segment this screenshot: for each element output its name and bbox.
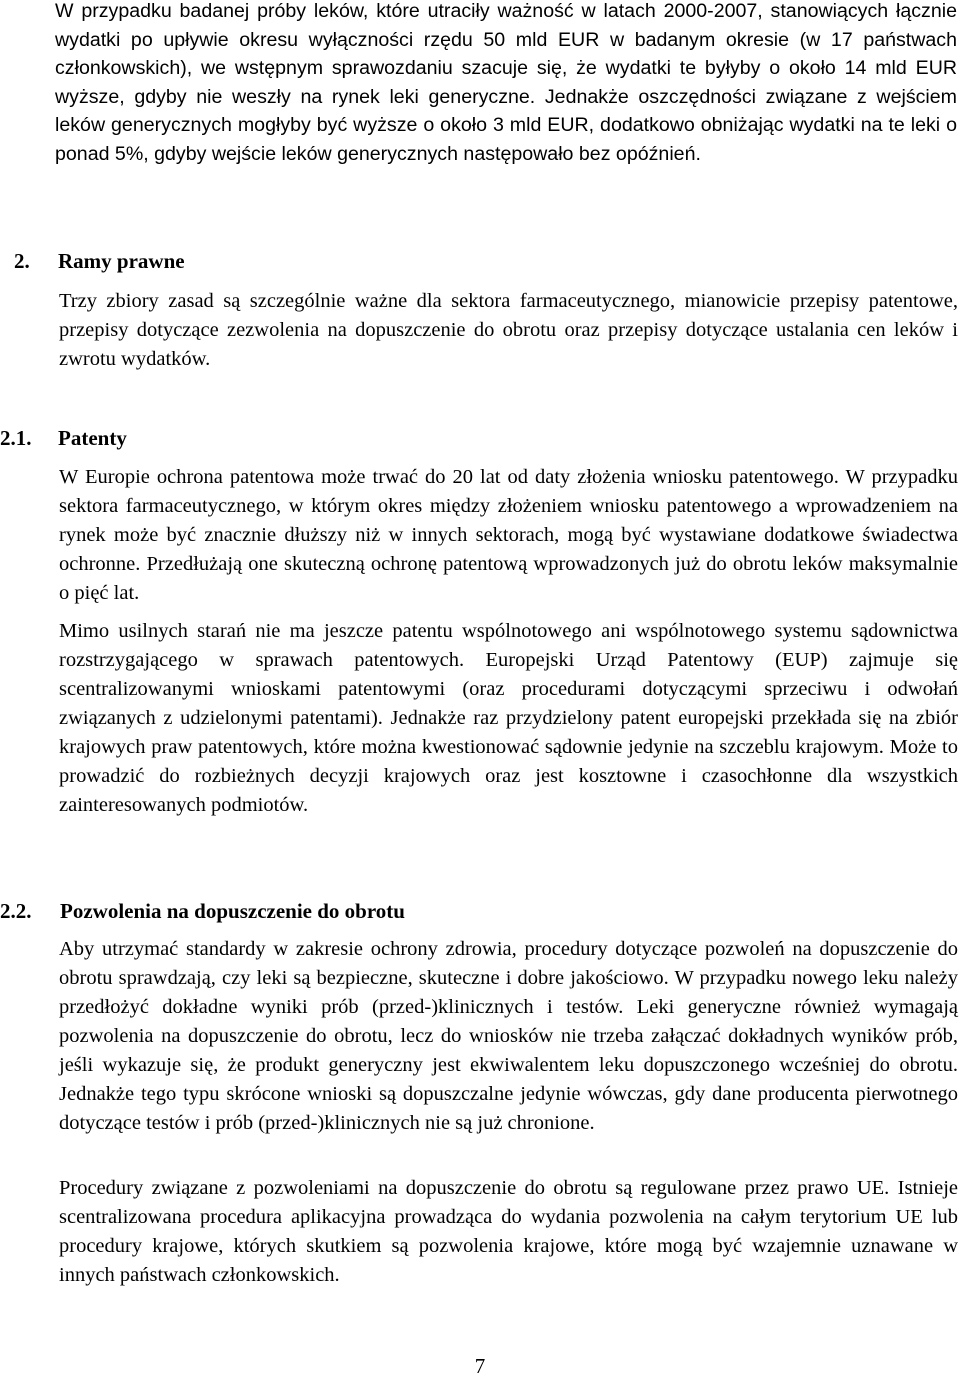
section-2-title: Ramy prawne xyxy=(58,249,185,273)
section-2-2-paragraph-2: Procedury związane z pozwoleniami na dopuszczenie do obrotu są regulowane przez prawo UE. Istnieje scentralizowana procedura aplikacyjna prowadząca do wydania pozwolenia na całym terytorium UE lub procedury krajowe, których skutkiem są pozwolenia krajowe, które mogą być wzajemnie uznawane w innych państwach członkowskich. xyxy=(59,1177,958,1286)
section-2-1-title: Patenty xyxy=(58,426,127,450)
section-2-paragraph: Trzy zbiory zasad są szczególnie ważne dla sektora farmaceutycznego, mianowicie przepisy patentowe, przepisy dotyczące zezwolenia na dopuszczenie do obrotu oraz przepisy dotyczące ustalania cen leków i zwrotu wydatków. xyxy=(59,290,958,370)
section-2-1-heading xyxy=(0,424,127,452)
section-2-number: 2. xyxy=(14,249,30,273)
section-2-2-title: Pozwolenia na dopuszczenie do obrotu xyxy=(60,899,405,923)
section-2-1-paragraph-2: Mimo usilnych starań nie ma jeszcze patentu wspólnotowego ani wspólnotowego systemu sądownictwa rozstrzygającego w sprawach patentowych. Europejski Urząd Patentowy (EUP) zajmuje się scentralizowanymi wnioskami patentowymi (oraz procedurami dotyczącymi sprzeciwu i odwołań związanych z udzielonymi patentami). Jednakże raz przydzielony patent europejski przekłada się na zbiór krajowych praw patentowych, które można kwestionować sądownie jedynie na szczeblu krajowym. Może to prowadzić do rozbieżnych decyzji krajowych oraz jest kosztowne i czasochłonne dla wszystkich zainteresowanych podmiotów. xyxy=(59,620,958,816)
intro-paragraph: W przypadku badanej próby leków, które utraciły ważność w latach 2000-2007, stanowiących łącznie wydatki po upływie okresu wyłączności rzędu 50 mld EUR w badanym okresie (w 17 państwach członkowskich), we wstępnym sprawozdaniu szacuje się, że wydatki te byłyby o około 14 mld EUR wyższe, gdyby nie weszły na rynek leki generyczne. Jednakże oszczędności związane z wejściem leków generycznych mogłyby być wyższe o około 3 mld EUR, dodatkowo obniżając wydatki na te leki o ponad 5%, gdyby wejście leków generycznych następowało bez opóźnień. xyxy=(55,0,957,165)
page-number: 7 xyxy=(474,1354,486,1378)
section-2-2-paragraph-1: Aby utrzymać standardy w zakresie ochrony zdrowia, procedury dotyczące pozwoleń na dopuszczenie do obrotu sprawdzają, czy leki są bezpieczne, skuteczne i dobre jakościowo. W przypadku nowego leku należy przedłożyć dokładne wyniki prób (przed-)klinicznych i testów. Leki generyczne również wymagają pozwolenia na dopuszczenie do obrotu, lecz do wniosków nie trzeba załączać dokładnych wyników prób, jeśli wykazuje się, że produkt generyczny jest ekwiwalentem leku dopuszczonego wcześniej do obrotu. Jednakże tego typu skrócone wnioski są dopuszczalne jedynie wówczas, gdy dane producenta pierwotnego dotyczące testów i prób (przed-)klinicznych nie są już chronione. xyxy=(59,938,958,1134)
section-2-1-number: 2.1. xyxy=(0,426,32,450)
section-2-2-heading xyxy=(0,897,405,925)
section-2-heading xyxy=(14,247,185,275)
section-2-1-paragraph-1: W Europie ochrona patentowa może trwać do 20 lat od daty złożenia wniosku patentowego. W przypadku sektora farmaceutycznego, w którym okres między złożeniem wniosku patentowego a wprowadzeniem na rynek może być znacznie dłuższy niż w innych sektorach, mogą być wystawiane dodatkowe świadectwa ochronne. Przedłużają one skuteczną ochronę patentową wprowadzonych już do obrotu leków maksymalnie o pięć lat. xyxy=(59,466,958,604)
section-2-2-number: 2.2. xyxy=(0,899,32,923)
